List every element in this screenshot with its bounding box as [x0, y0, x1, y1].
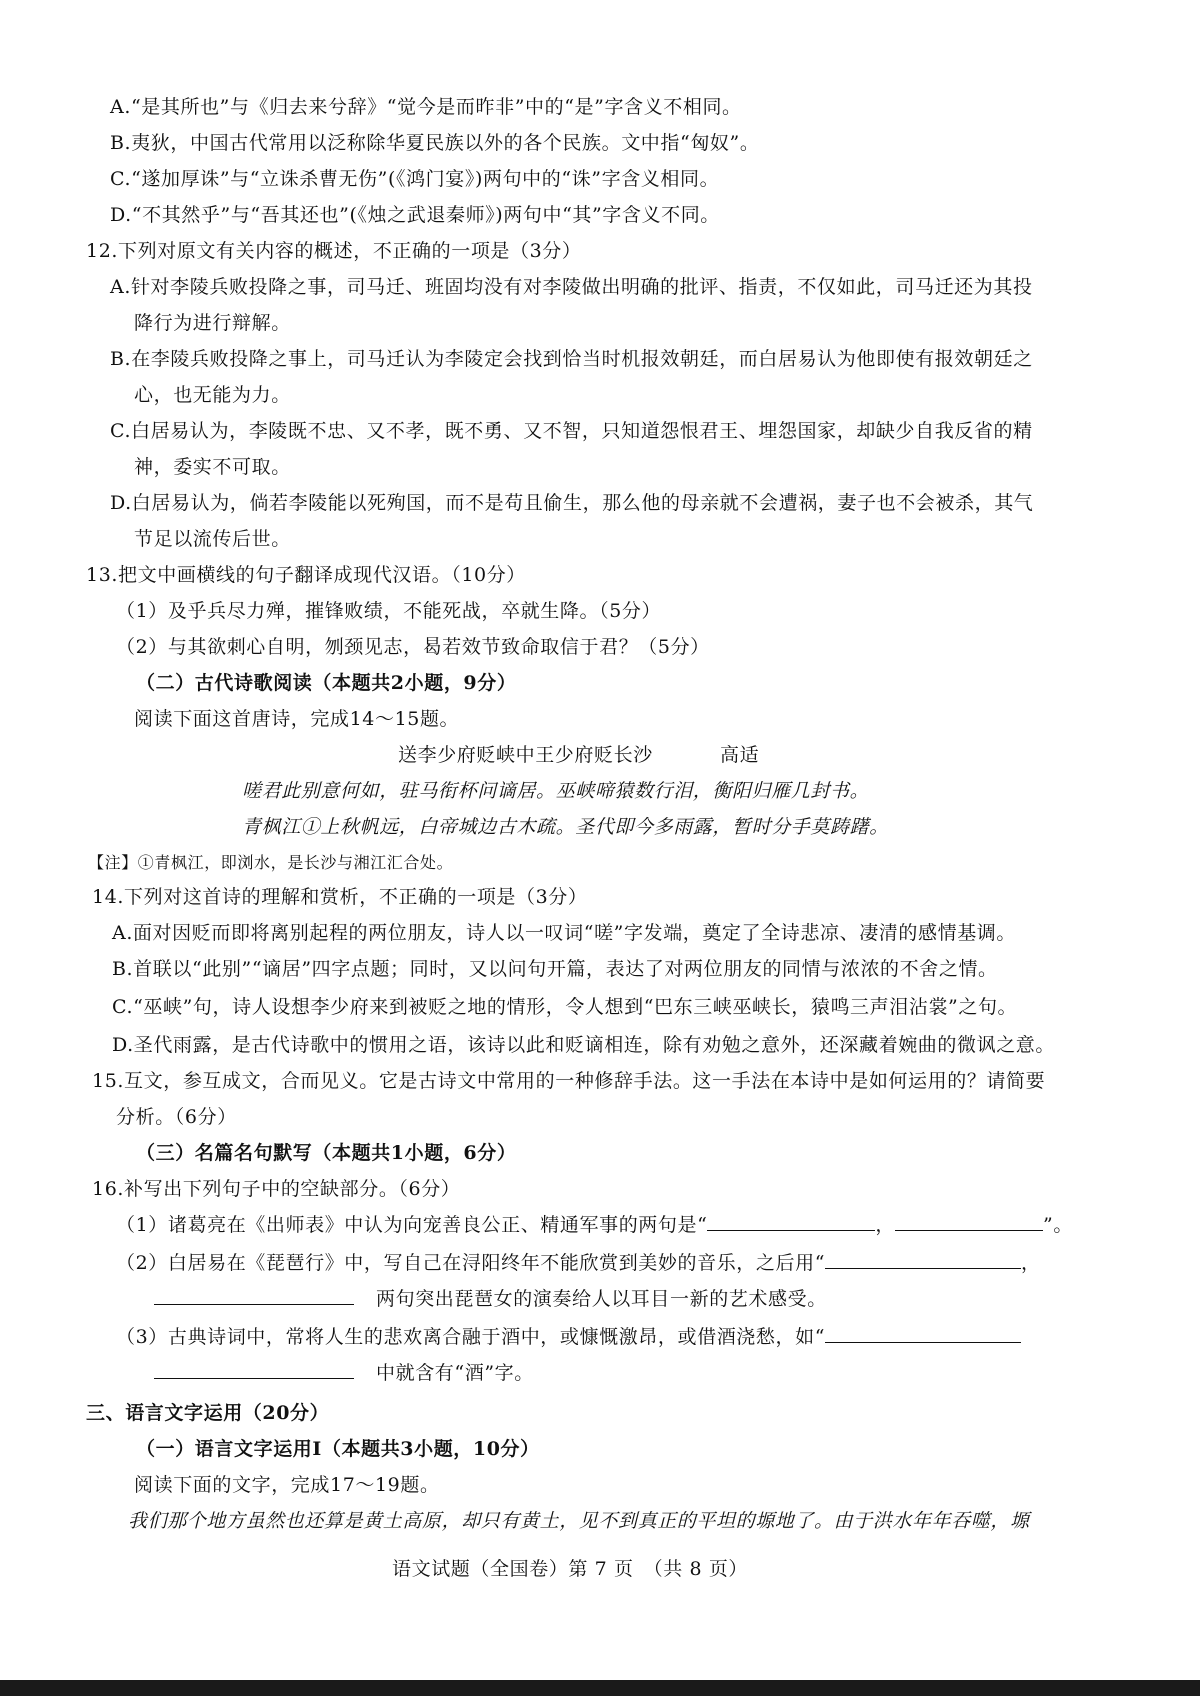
q16-stem: 16.补写出下列句子中的空缺部分。（6分） [92, 1178, 461, 1200]
q16-item-3 [116, 1324, 1021, 1350]
part3-instruction: 阅读下面的文字，完成17～19题。 [134, 1474, 440, 1496]
q16-item-3-text: （3）古典诗词中，常将人生的悲欢离合融于酒中，或慷慨激昂，或借酒浇愁，如“ [116, 1326, 826, 1348]
q12-option-d-line2: 节足以流传后世。 [134, 528, 291, 550]
q14-option-b: B.首联以“此别”“谪居”四字点题；同时，又以问句开篇，表达了对两位朋友的同情与浓浓的不舍之情。 [112, 958, 998, 980]
answer-blank[interactable] [154, 1360, 354, 1379]
poem-title: 送李少府贬峡中王少府贬长沙 [398, 744, 653, 766]
answer-blank[interactable] [707, 1212, 875, 1231]
q16-item-2-cont [154, 1286, 827, 1312]
q11-option-a: A.“是其所也”与《归去来兮辞》“觉今是而昨非”中的“是”字含义不相同。 [110, 96, 742, 118]
q16-item-1-mid: ， [875, 1214, 896, 1236]
q16-item-2-text: （2）白居易在《琵琶行》中，写自己在浔阳终年不能欣赏到美妙的音乐，之后用“ [116, 1252, 826, 1274]
q16-item-2-comma: ， [1021, 1252, 1041, 1274]
section2-instruction: 阅读下面这首唐诗，完成14～15题。 [134, 708, 460, 730]
q12-stem: 12.下列对原文有关内容的概述，不正确的一项是（3分） [86, 240, 582, 262]
q16-item-1-text: （1）诸葛亮在《出师表》中认为向宠善良公正、精通军事的两句是“ [116, 1214, 708, 1236]
q12-option-c-line2: 神，委实不可取。 [134, 456, 291, 478]
answer-blank[interactable] [895, 1212, 1043, 1231]
answer-blank[interactable] [154, 1286, 354, 1305]
q16-item-2 [116, 1250, 1041, 1276]
poem-author: 高适 [720, 744, 760, 766]
q12-option-a-line2: 降行为进行辩解。 [134, 312, 291, 334]
q12-option-b-line2: 心，也无能为力。 [134, 384, 291, 406]
q13-sentence-2: （2）与其欲刺心自明，刎颈见志，曷若效节致命取信于君？（5分） [116, 636, 710, 658]
q11-option-b: B.夷狄，中国古代常用以泛称除华夏民族以外的各个民族。文中指“匈奴”。 [110, 132, 760, 154]
q16-item-3-cont-text: 中就含有“酒”字。 [376, 1362, 534, 1384]
q12-option-c-line1: C.白居易认为，李陵既不忠、又不孝，既不勇、又不智，只知道怨恨君王、埋怨国家，却缺少自我反省的精 [110, 420, 1033, 442]
q12-option-b-line1: B.在李陵兵败投降之事上，司马迁认为李陵定会找到恰当时机报效朝廷，而白居易认为他即使有报效朝廷之 [110, 348, 1033, 370]
poem-line-2: 青枫江①上秋帆远，白帝城边古木疏。圣代即今多雨露，暂时分手莫踌躇。 [242, 816, 889, 838]
q15-line-1: 15.互文，参互成文，合而见义。它是古诗文中常用的一种修辞手法。这一手法在本诗中是如何运用的？请简要 [92, 1070, 1046, 1092]
q12-option-a-line1: A.针对李陵兵败投降之事，司马迁、班固均没有对李陵做出明确的批评、指责，不仅如此，司马迁还为其投 [110, 276, 1033, 298]
answer-blank[interactable] [825, 1250, 1021, 1269]
section2-heading: （二）古代诗歌阅读（本题共2小题，9分） [136, 672, 517, 694]
page-footer: 语文试题（全国卷）第 7 页 （共 8 页） [392, 1558, 749, 1580]
q14-option-a: A.面对因贬而即将离别起程的两位朋友，诗人以一叹词“嗟”字发端，奠定了全诗悲凉、凄清的感情基调。 [112, 922, 1016, 944]
answer-blank[interactable] [825, 1324, 1021, 1343]
poem-note: 【注】①青枫江，即浏水，是长沙与湘江汇合处。 [88, 853, 454, 872]
q11-option-c: C.“遂加厚诛”与“立诛杀曹无伤”(《鸿门宴》)两句中的“诛”字含义相同。 [110, 168, 720, 190]
q12-option-d-line1: D.白居易认为，倘若李陵能以死殉国，而不是苟且偷生，那么他的母亲就不会遭祸，妻子也不会被杀，其气 [110, 492, 1034, 514]
part3-sub-heading: （一）语言文字运用Ⅰ（本题共3小题，10分） [136, 1438, 540, 1460]
part3-passage-start: 我们那个地方虽然也还算是黄土高原，却只有黄土，见不到真正的平坦的塬地了。由于洪水年年吞噬，塬 [128, 1510, 1030, 1532]
q14-option-d: D.圣代雨露，是古代诗歌中的惯用之语，该诗以此和贬谪相连，除有劝勉之意外，还深藏着婉曲的微讽之意。 [112, 1034, 1055, 1056]
part3-heading: 三、语言文字运用（20分） [86, 1402, 330, 1424]
q13-stem: 13.把文中画横线的句子翻译成现代汉语。（10分） [86, 564, 526, 586]
q16-item-3-cont [154, 1360, 534, 1386]
q16-item-1 [116, 1212, 1073, 1238]
poem-line-1: 嗟君此别意何如，驻马衔杯问谪居。巫峡啼猿数行泪，衡阳归雁几封书。 [242, 780, 870, 802]
q13-sentence-1: （1）及乎兵尽力殚，摧锋败绩，不能死战，卒就生降。（5分） [116, 600, 662, 622]
q14-option-c: C.“巫峡”句，诗人设想李少府来到被贬之地的情形，令人想到“巴东三峡巫峡长，猿鸣三声泪沾裳”之句。 [112, 996, 1018, 1018]
q15-line-2: 分析。（6分） [116, 1106, 237, 1128]
q14-stem: 14.下列对这首诗的理解和赏析，不正确的一项是（3分） [92, 886, 588, 908]
q16-item-1-end: ”。 [1043, 1214, 1073, 1236]
q11-option-d: D.“不其然乎”与“吾其还也”(《烛之武退秦师》)两句中“其”字含义不同。 [110, 204, 720, 226]
scan-edge-bar [0, 1680, 1200, 1696]
q16-item-2-cont-text: 两句突出琵琶女的演奏给人以耳目一新的艺术感受。 [376, 1288, 827, 1310]
section3-heading: （三）名篇名句默写（本题共1小题，6分） [136, 1142, 517, 1164]
